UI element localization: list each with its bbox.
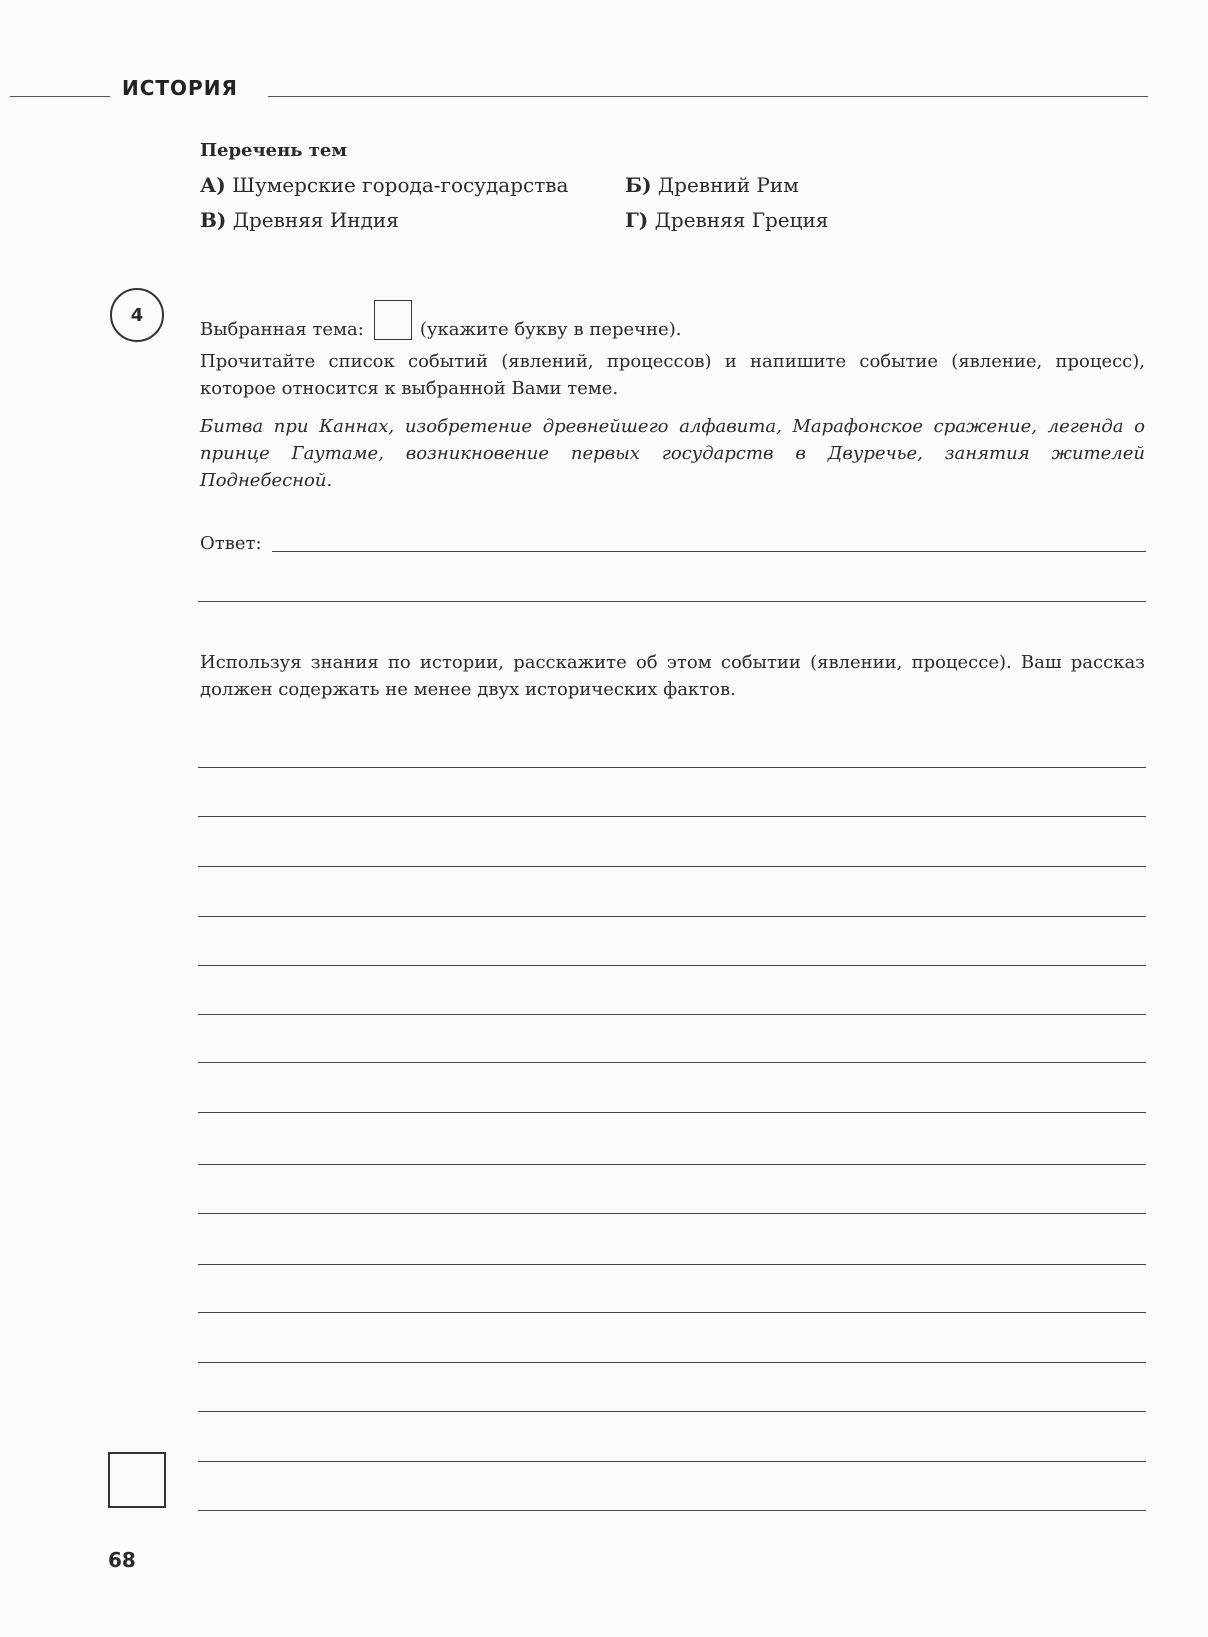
writing-line[interactable]	[198, 1164, 1146, 1165]
writing-line[interactable]	[198, 1510, 1146, 1511]
writing-line[interactable]	[198, 965, 1146, 966]
page-number: 68	[108, 1548, 136, 1572]
topic-text: Древняя Греция	[654, 208, 829, 232]
topic-v	[200, 208, 399, 232]
writing-line[interactable]	[198, 1014, 1146, 1015]
writing-line[interactable]	[198, 1112, 1146, 1113]
chosen-topic-hint: (укажите букву в перечне).	[419, 319, 682, 340]
writing-line[interactable]	[198, 1312, 1146, 1313]
topic-letter: Г)	[625, 208, 649, 232]
header-rule-left	[10, 96, 110, 97]
topic-text: Древний Рим	[657, 173, 799, 197]
story-instruction: Используя знания по истории, расскажите об этом событии (явлении, процессе). Ваш рассказ должен содержать не менее двух исторических фактов.	[200, 652, 1145, 700]
writing-line[interactable]	[198, 1461, 1146, 1462]
task-instruction: Прочитайте список событий (явлений, процессов) и напишите событие (явление, процесс), которое относится к выбранной Вами теме.	[200, 351, 1145, 399]
writing-line[interactable]	[198, 1264, 1146, 1265]
topic-letter: А)	[200, 173, 226, 197]
writing-line[interactable]	[198, 916, 1146, 917]
header-rule-right	[268, 96, 1148, 97]
writing-line[interactable]	[198, 816, 1146, 817]
topic-text: Шумерские города-государства	[232, 173, 569, 197]
chosen-topic-label: Выбранная тема:	[200, 319, 364, 340]
writing-line[interactable]	[198, 866, 1146, 867]
topics-heading: Перечень тем	[200, 140, 348, 161]
topic-b	[625, 173, 799, 197]
writing-line[interactable]	[198, 1411, 1146, 1412]
writing-line[interactable]	[198, 767, 1146, 768]
chosen-topic-box[interactable]	[374, 300, 412, 340]
writing-line[interactable]	[198, 1362, 1146, 1363]
answer-line[interactable]	[272, 551, 1146, 552]
topic-letter: Б)	[625, 173, 652, 197]
writing-line[interactable]	[198, 1062, 1146, 1063]
events-list: Битва при Каннах, изобретение древнейшего алфавита, Марафонское сражение, легенда о принце Гаутаме, возникновение первых государств в Двуречье, занятия жителей Поднебесной.	[200, 416, 1145, 491]
topic-g	[625, 208, 828, 232]
topic-text: Древняя Индия	[232, 208, 399, 232]
writing-line[interactable]	[198, 1213, 1146, 1214]
topic-a	[200, 173, 568, 197]
chosen-topic-row	[200, 300, 681, 340]
answer-line[interactable]	[198, 601, 1146, 602]
topic-letter: В)	[200, 208, 227, 232]
answer-label: Ответ:	[200, 533, 262, 554]
score-box[interactable]	[108, 1452, 166, 1508]
task-number: 4	[110, 288, 164, 342]
page-header-title: ИСТОРИЯ	[122, 76, 238, 100]
